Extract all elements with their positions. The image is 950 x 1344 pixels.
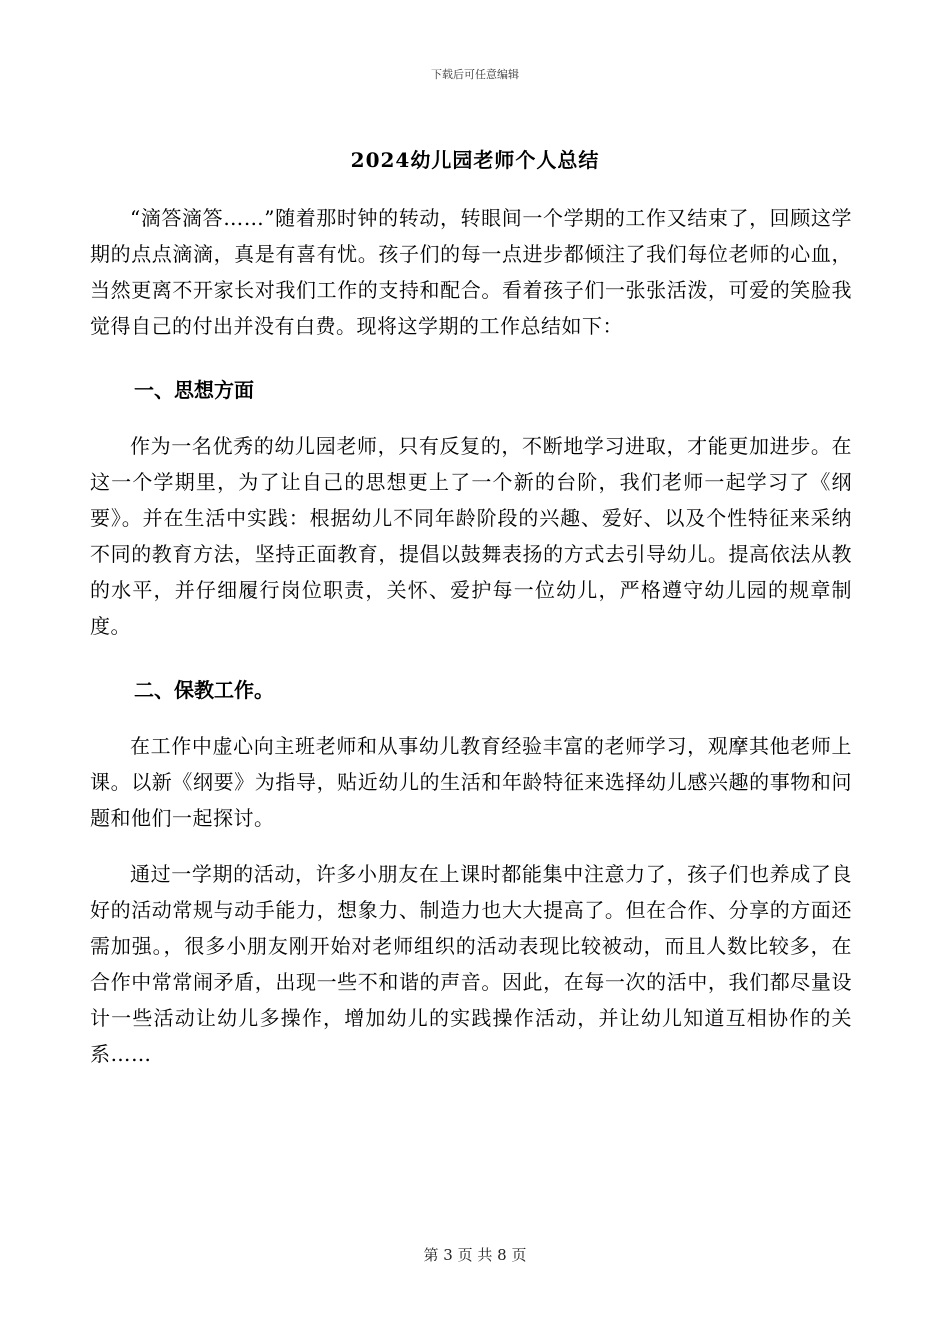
document-body <box>90 200 852 1072</box>
intro-paragraph: “滴答滴答……”随着那时钟的转动，转眼间一个学期的工作又结束了，回顾这学期的点点滴滴，真是有喜有忧。孩子们的每一点进步都倾注了我们每位老师的心血，当然更离不开家长对我们工作的支持和配合。看着孩子们一张张活泼，可爱的笑脸我觉得自己的付出并没有白费。现将这学期的工作总结如下： <box>90 206 852 338</box>
teaching-paragraph-2: 通过一学期的活动，许多小朋友在上课时都能集中注意力了，孩子们也养成了良好的活动常规与动手能力，想象力、制造力也大大提高了。但在合作、分享的方面还需加强。，很多小朋友刚开始对老师组织的活动表现比较被动，而且人数比较多，在合作中常常闹矛盾，出现一些不和谐的声音。因此，在每一次的活中，我们都尽量设计一些活动让幼儿多操作，增加幼儿的实践操作活动，并让幼儿知道互相协作的关系…… <box>90 862 852 1066</box>
document-title: 2024幼儿园老师个人总结 <box>350 148 600 172</box>
section-heading-teaching: 二、保教工作。 <box>134 678 274 702</box>
header-note: 下载后可任意编辑 <box>431 68 519 81</box>
thought-paragraph: 作为一名优秀的幼儿园老师，只有反复的，不断地学习进取，才能更加进步。在这一个学期里，为了让自己的思想更上了一个新的台阶，我们老师一起学习了《纲要》。并在生活中实践：根据幼儿不同年龄阶段的兴趣、爱好、以及个性特征来采纳不同的教育方法，坚持正面教育，提倡以鼓舞表扬的方式去引导幼儿。提高依法从教的水平，并仔细履行岗位职责，关怀、爱护每一位幼儿，严格遵守幼儿园的规章制度。 <box>90 434 852 638</box>
page-number: 第 3 页 共 8 页 <box>423 1246 527 1264</box>
section-heading-thought: 一、思想方面 <box>134 378 254 402</box>
teaching-paragraph-1: 在工作中虚心向主班老师和从事幼儿教育经验丰富的老师学习，观摩其他老师上课。以新《纲要》为指导，贴近幼儿的生活和年龄特征来选择幼儿感兴趣的事物和问题和他们一起探讨。 <box>90 734 852 830</box>
